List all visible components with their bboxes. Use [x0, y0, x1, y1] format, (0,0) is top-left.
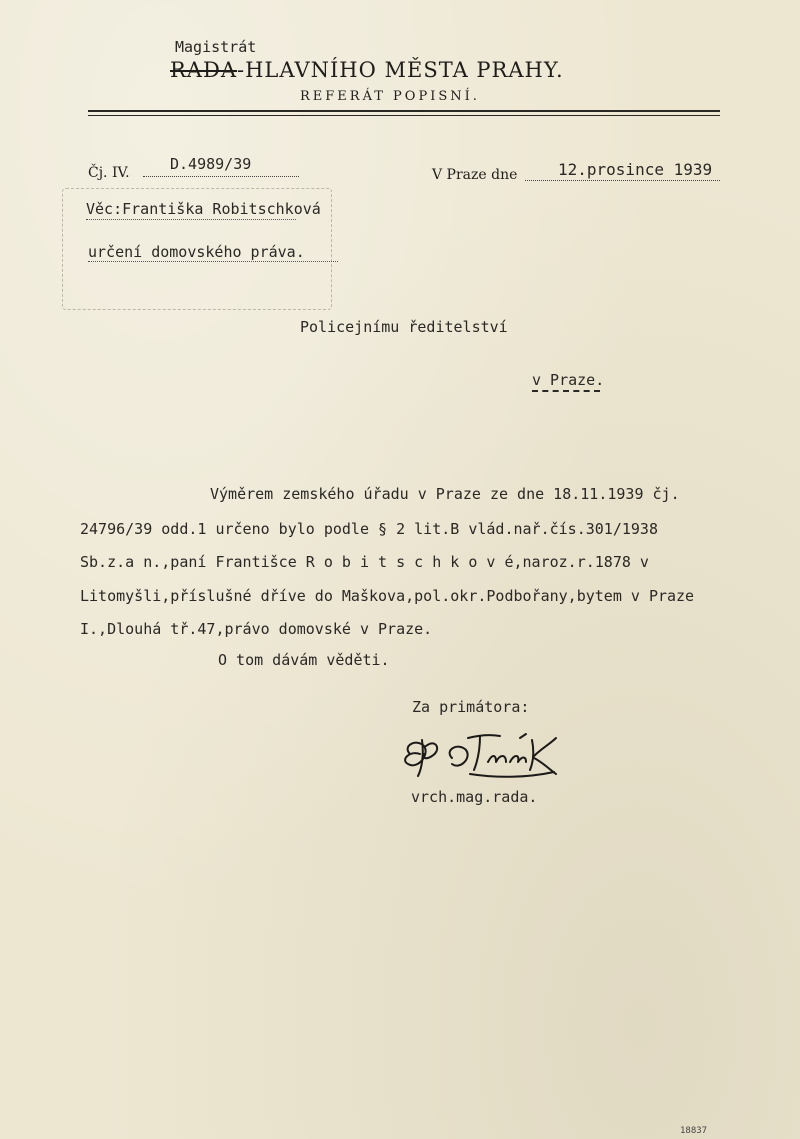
addressee-name: Policejnímu ředitelství — [300, 318, 508, 336]
topic-dotted-line — [88, 261, 338, 262]
subject-topic: určení domovského práva. — [88, 243, 305, 261]
place-date-label: V Praze dne — [432, 167, 518, 183]
reference-number: D.4989/39 — [170, 155, 252, 173]
subject-dotted-line — [86, 219, 296, 220]
reference-dotted-line — [143, 176, 299, 177]
body-line-3: Sb.z.a n.,paní Františce R o b i t s c h k o v é,naroz.r.1878 v — [80, 553, 649, 571]
header-rule-thin — [88, 115, 720, 116]
header-rule-thick — [88, 110, 720, 112]
addressee-place: v Praze. — [532, 371, 605, 389]
header-magistrat: Magistrát — [175, 38, 257, 56]
archive-number: 18837 — [680, 1126, 708, 1136]
header-subtitle: REFERÁT POPISNÍ. — [300, 89, 480, 104]
body-line-6: O tom dávám věděti. — [218, 651, 390, 669]
body-line-4: Litomyšli,příslušné dříve do Maškova,pol.okr.Podbořany,bytem v Praze — [80, 587, 695, 605]
place-underline — [532, 390, 600, 392]
reference-label: Čj. IV. — [88, 165, 130, 181]
header-struck-word: RADA — [170, 58, 237, 82]
handwritten-signature — [396, 724, 568, 784]
body-line-2: 24796/39 odd.1 určeno bylo podle § 2 lit.B vlád.nař.čís.301/1938 — [80, 520, 658, 538]
body-line-1: Výměrem zemského úřadu v Praze ze dne 18.11.1939 čj. — [210, 485, 680, 503]
document-date: 12.prosince 1939 — [558, 160, 713, 179]
signatory-rank: vrch.mag.rada. — [411, 788, 538, 806]
header-title — [170, 58, 564, 82]
header-city: -HLAVNÍHO MĚSTA PRAHY. — [236, 58, 564, 82]
closing-for: Za primátora: — [412, 698, 530, 716]
date-dotted-line — [525, 180, 720, 181]
body-line-5: I.,Dlouhá tř.47,právo domovské v Praze. — [80, 620, 433, 638]
subject-line: Věc:Františka Robitschková — [86, 200, 321, 218]
